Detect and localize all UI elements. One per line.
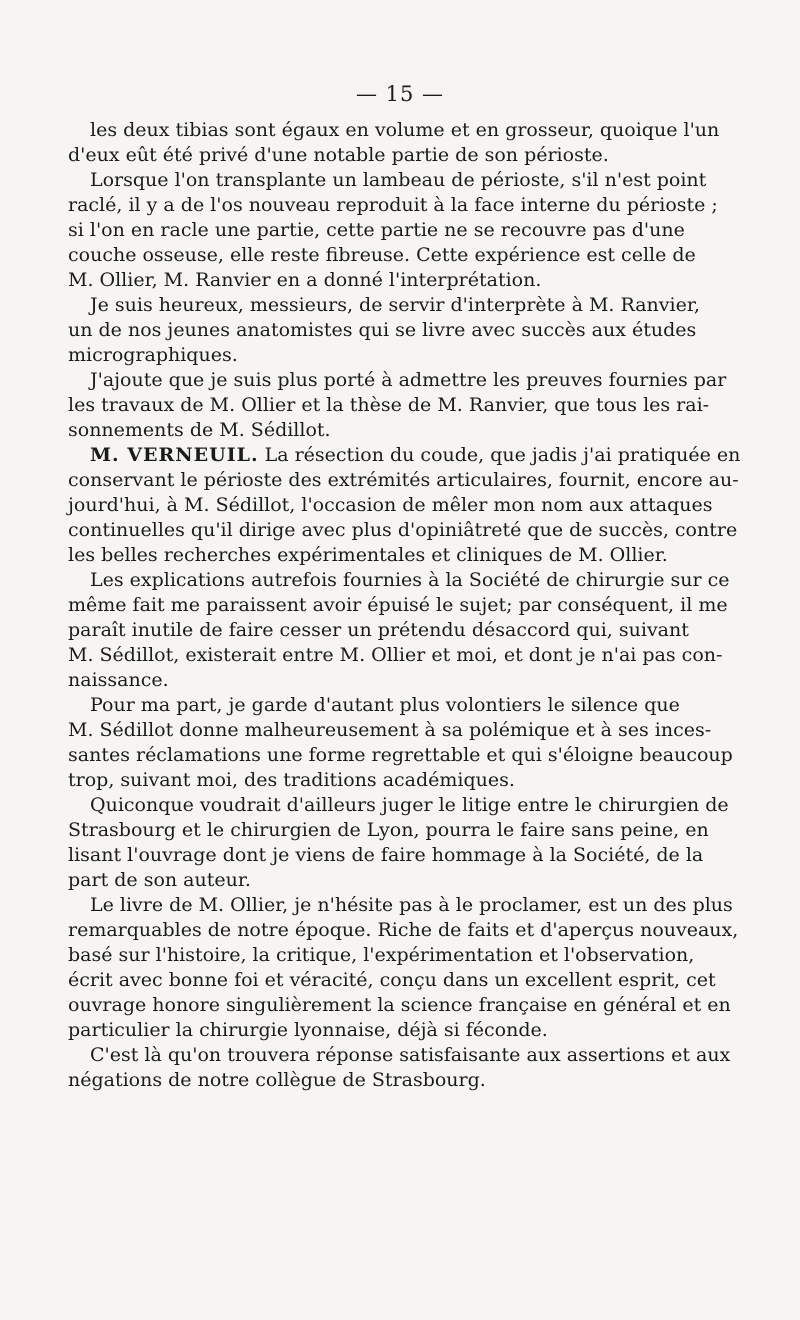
text-line: M. Sédillot, existerait entre M. Ollier et moi, et dont je n'ai pas con-	[68, 644, 723, 666]
text-line: basé sur l'histoire, la critique, l'expérimentation et l'observation,	[68, 944, 695, 966]
text-line: trop, suivant moi, des traditions académiques.	[68, 769, 515, 791]
text-line: lisant l'ouvrage dont je viens de faire hommage à la Société, de la	[68, 844, 704, 866]
text-line: conservant le périoste des extrémités articulaires, fournit, encore au-	[68, 469, 739, 491]
text-line: raclé, il y a de l'os nouveau reproduit à la face interne du périoste ;	[68, 194, 718, 216]
text-line: C'est là qu'on trouvera réponse satisfaisante aux assertions et aux	[90, 1044, 731, 1066]
paragraph	[68, 293, 700, 368]
text-line: naissance.	[68, 669, 169, 691]
paragraph	[68, 118, 720, 168]
text-line: sonnements de M. Sédillot.	[68, 419, 331, 441]
page-number: — 15 —	[355, 82, 445, 106]
text-line: Lorsque l'on transplante un lambeau de périoste, s'il n'est point	[90, 169, 707, 191]
text-line: Le livre de M. Ollier, je n'hésite pas à le proclamer, est un des plus	[90, 894, 733, 916]
text-line: négations de notre collègue de Strasbourg.	[68, 1069, 486, 1091]
text-line: d'eux eût été privé d'une notable partie de son périoste.	[68, 144, 609, 166]
speaker-name: M. VERNEUIL.	[90, 444, 259, 466]
text-line: les deux tibias sont égaux en volume et en grosseur, quoique l'un	[90, 119, 720, 141]
paragraph	[68, 893, 739, 1043]
text-line: Quiconque voudrait d'ailleurs juger le litige entre le chirurgien de	[90, 794, 729, 816]
text-line: Les explications autrefois fournies à la Société de chirurgie sur ce	[90, 569, 730, 591]
text-line: un de nos jeunes anatomistes qui se livre avec succès aux études	[68, 319, 697, 341]
paragraph	[68, 693, 733, 793]
text-line: les travaux de M. Ollier et la thèse de M. Ranvier, que tous les rai-	[68, 394, 710, 416]
text-line: remarquables de notre époque. Riche de faits et d'aperçus nouveaux,	[68, 919, 739, 941]
paragraph	[68, 443, 741, 568]
text-line: si l'on en racle une partie, cette partie ne se recouvre pas d'une	[68, 219, 685, 241]
text-line: couche osseuse, elle reste fibreuse. Cette expérience est celle de	[68, 244, 696, 266]
page-body-text	[68, 118, 741, 1093]
text-line: jourd'hui, à M. Sédillot, l'occasion de mêler mon nom aux attaques	[68, 494, 713, 516]
text-line: J'ajoute que je suis plus porté à admettre les preuves fournies par	[90, 369, 727, 391]
text-line: particulier la chirurgie lyonnaise, déjà si féconde.	[68, 1019, 548, 1041]
text-line: micrographiques.	[68, 344, 238, 366]
text-line: M. Sédillot donne malheureusement à sa polémique et à ses inces-	[68, 719, 712, 741]
paragraph	[68, 168, 718, 293]
text-line	[68, 443, 741, 468]
text-line: Je suis heureux, messieurs, de servir d'interprète à M. Ranvier,	[90, 294, 700, 316]
text-line: les belles recherches expérimentales et cliniques de M. Ollier.	[68, 544, 668, 566]
text-line: santes réclamations une forme regrettable et qui s'éloigne beaucoup	[68, 744, 733, 766]
text-line: même fait me paraissent avoir épuisé le sujet; par conséquent, il me	[68, 594, 728, 616]
text-line: Strasbourg et le chirurgien de Lyon, pourra le faire sans peine, en	[68, 819, 709, 841]
text-line: M. Ollier, M. Ranvier en a donné l'interprétation.	[68, 269, 542, 291]
paragraph	[68, 368, 727, 443]
paragraph	[68, 1043, 731, 1093]
text-line: écrit avec bonne foi et véracité, conçu dans un excellent esprit, cet	[68, 969, 716, 991]
text-line: continuelles qu'il dirige avec plus d'opiniâtreté que de succès, contre	[68, 519, 738, 541]
text-line: Pour ma part, je garde d'autant plus volontiers le silence que	[90, 694, 680, 716]
text-line: part de son auteur.	[68, 869, 251, 891]
paragraph	[68, 568, 730, 693]
text-line: ouvrage honore singulièrement la science française en général et en	[68, 994, 731, 1016]
text-line: paraît inutile de faire cesser un prétendu désaccord qui, suivant	[68, 619, 689, 641]
line-text: La résection du coude, que jadis j'ai pratiquée en	[264, 444, 741, 466]
paragraph	[68, 793, 729, 893]
